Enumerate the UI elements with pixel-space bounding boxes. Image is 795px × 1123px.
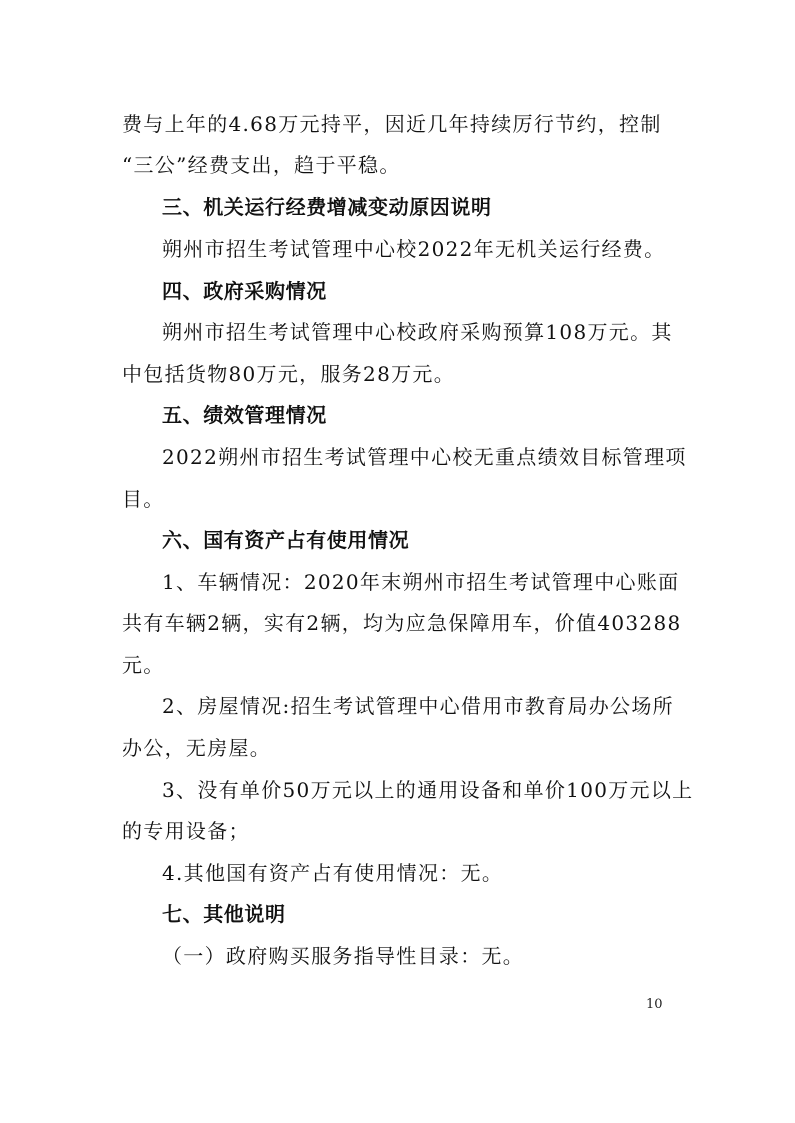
- paragraph-line-14: 的专用设备；: [122, 819, 250, 843]
- paragraph-line-16: （一）政府购买服务指导性目录：无。: [162, 944, 525, 968]
- section-heading-3: 三、机关运行经费增减变动原因说明: [162, 195, 492, 219]
- paragraph-line-11: 2、房屋情况:招生考试管理中心借用市教育局办公场所: [162, 694, 674, 718]
- paragraph-line-6: 2022朔州市招生考试管理中心校无重点绩效目标管理项: [162, 445, 687, 469]
- section-heading-7: 七、其他说明: [162, 902, 286, 926]
- section-heading-6: 六、国有资产占有使用情况: [162, 528, 410, 552]
- paragraph-line-3: 朔州市招生考试管理中心校2022年无机关运行经费。: [162, 237, 666, 261]
- paragraph-line-9: 共有车辆2辆，实有2辆，均为应急保障用车，价值403288: [122, 611, 682, 635]
- paragraph-line-12: 办公，无房屋。: [122, 736, 272, 760]
- section-heading-4: 四、政府采购情况: [162, 279, 327, 303]
- paragraph-line-1: 费与上年的4.68万元持平，因近几年持续厉行节约，控制: [122, 112, 662, 136]
- section-heading-5: 五、绩效管理情况: [162, 403, 327, 427]
- paragraph-line-5: 中包括货物80万元，服务28万元。: [122, 362, 455, 386]
- paragraph-line-2: “三公”经费支出，趋于平稳。: [122, 153, 401, 177]
- page-number: 10: [646, 997, 663, 1012]
- paragraph-line-8: 1、车辆情况：2020年末朔州市招生考试管理中心账面: [162, 570, 680, 594]
- paragraph-line-10: 元。: [122, 653, 165, 677]
- paragraph-line-15: 4.其他国有资产占有使用情况：无。: [162, 861, 504, 885]
- paragraph-line-7: 目。: [122, 487, 165, 511]
- paragraph-line-4: 朔州市招生考试管理中心校政府采购预算108万元。其: [162, 320, 673, 344]
- paragraph-line-13: 3、没有单价50万元以上的通用设备和单价100万元以上: [162, 778, 694, 802]
